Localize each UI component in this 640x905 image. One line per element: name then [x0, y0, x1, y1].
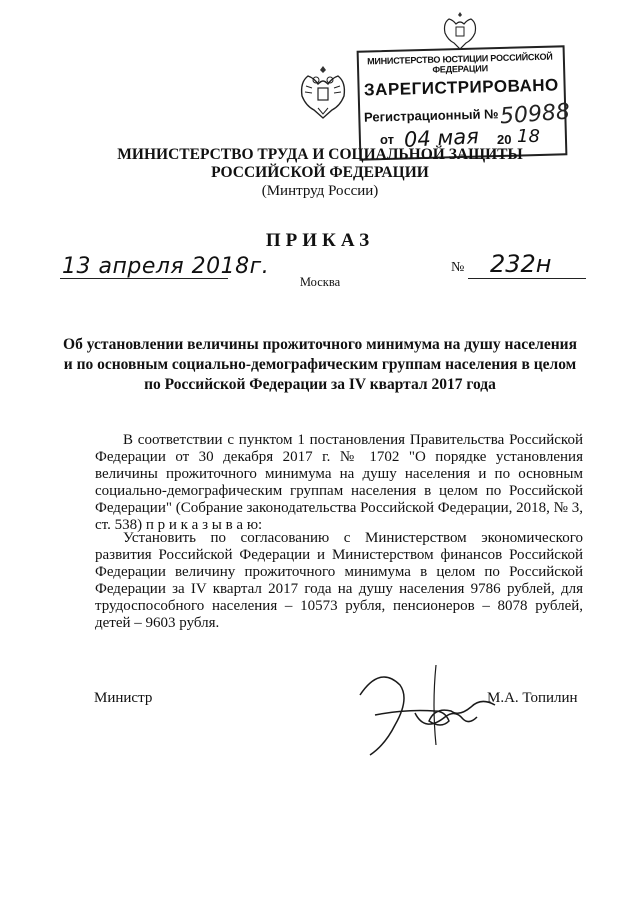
stamp-coat-of-arms-icon	[442, 10, 478, 50]
stamp-date: 04 мая	[403, 124, 480, 152]
registration-stamp	[352, 8, 574, 158]
body-paragraph-1: В соответствии с пунктом 1 постановления Правительства Российской Федерации от 30 декабря 2017 г. № 1702 "О порядке установления величины прожиточного минимума на душу населения и по основным социально-демографическим группам населения в целом по Российской Федерации" (Собрание законодательства Российской Федерации, 2018, № 3, ст. 538) п р и к а з ы в а ю:	[95, 432, 583, 533]
stamp-reg-number-label: Регистрационный №	[363, 106, 499, 125]
order-number-label: №	[451, 260, 465, 275]
order-number: 232н	[490, 250, 552, 278]
stamp-year-prefix: 20	[497, 132, 512, 147]
signatory-title: Министр	[94, 690, 153, 706]
stamp-registered: ЗАРЕГИСТРИРОВАНО	[363, 75, 560, 100]
ministry-line-1: МИНИСТЕРСТВО ТРУДА И СОЦИАЛЬНОЙ ЗАЩИТЫ	[117, 146, 523, 163]
stamp-ministry: МИНИСТЕРСТВО ЮСТИЦИИ РОССИЙСКОЙ ФЕДЕРАЦИИ	[366, 51, 553, 75]
order-subject: Об установлении величины прожиточного минимума на душу населения и по основным социально-демографическим группам населения в целом по Российской Федерации за IV квартал 2017 года	[63, 336, 577, 393]
coat-of-arms-icon	[298, 62, 348, 122]
ministry-short-name: (Минтруд России)	[261, 183, 379, 199]
city: Москва	[299, 275, 341, 289]
ministry-name	[100, 146, 540, 182]
stamp-reg-number: 50988	[499, 99, 571, 130]
handwritten-signature	[340, 655, 540, 765]
document-type: ПРИКАЗ	[265, 230, 375, 251]
ministry-line-2: РОССИЙСКОЙ ФЕДЕРАЦИИ	[211, 164, 429, 181]
stamp-date-label: от	[380, 132, 394, 147]
body-paragraph-2: Установить по согласованию с Министерством экономического развития Российской Федерации и Министерством финансов Российской Федерации величину прожиточного минимума в целом по Российской Федерации за IV квартал 2017 года на душу населения 9786 рублей, для трудоспособного населения – 10573 рубля, пенсионеров – 8078 рублей, детей – 9603 рубля.	[95, 530, 583, 631]
signatory-name: М.А. Топилин	[487, 690, 578, 706]
stamp-year: 18	[517, 126, 540, 147]
order-date: 13 апреля 2018г.	[62, 254, 270, 279]
